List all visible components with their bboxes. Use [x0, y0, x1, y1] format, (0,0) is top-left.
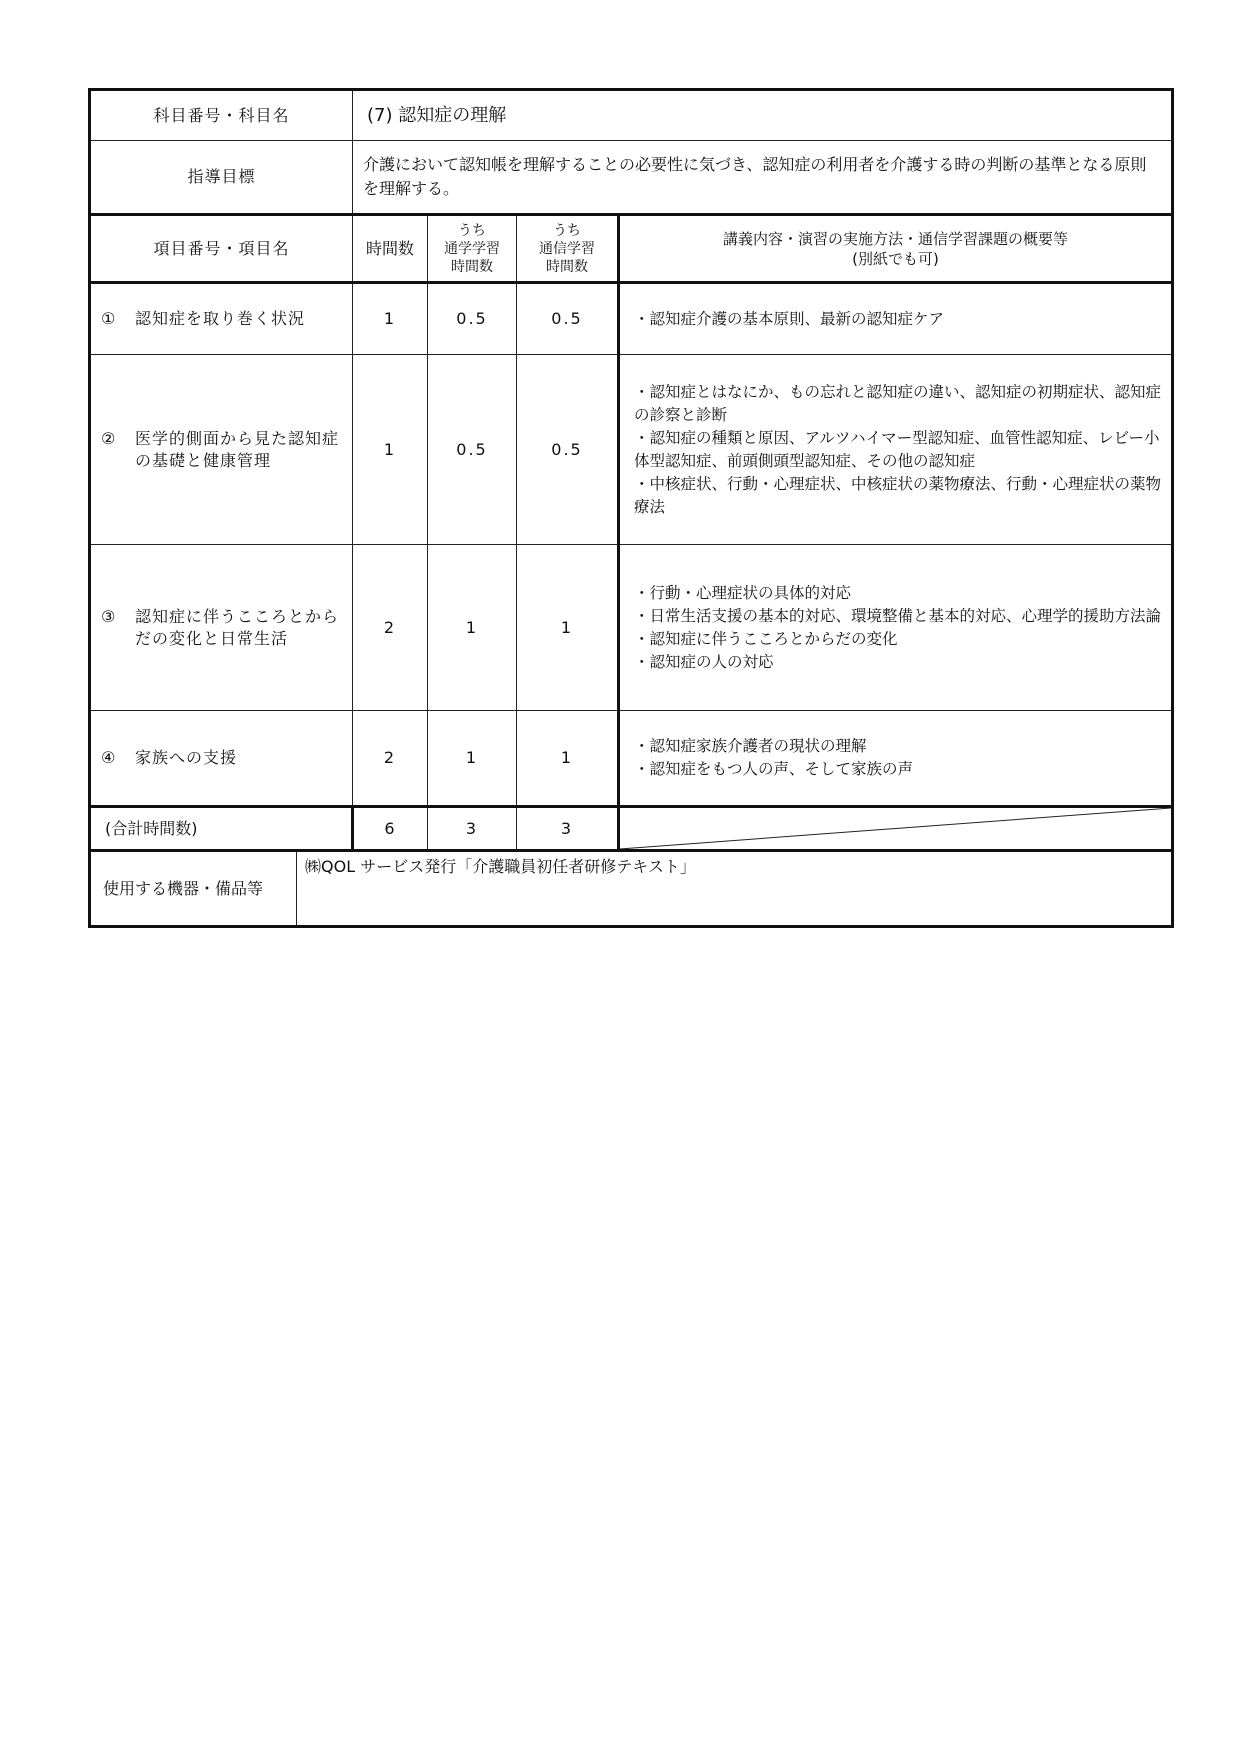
header-school-line3: 時間数	[451, 258, 494, 275]
header-hours	[353, 215, 428, 283]
table-row	[90, 283, 1173, 355]
school-hours-value: 0.5	[428, 355, 517, 545]
item-name: 認知症に伴うこころとからだの変化と日常生活	[135, 606, 340, 648]
header-corr-line3: 時間数	[546, 258, 589, 275]
content-line: ・認知症介護の基本原則、最新の認知症ケア	[634, 309, 945, 328]
item-name: 家族への支援	[135, 748, 238, 767]
content-cell	[619, 545, 1173, 711]
item-name: 認知症を取り巻く状況	[135, 309, 306, 328]
total-school-hours-value: 3	[428, 807, 517, 851]
content-cell	[619, 283, 1173, 355]
hours-value: 1	[353, 283, 428, 355]
item-cell	[90, 355, 353, 545]
goal-row	[90, 141, 1173, 215]
header-corr-line1: うち	[553, 222, 582, 239]
goal-label: 指導目標	[90, 141, 353, 215]
content-cell	[619, 355, 1173, 545]
header-content-line2: (別紙でも可)	[852, 249, 939, 268]
school-hours-value: 1	[428, 711, 517, 807]
hours-value: 2	[353, 711, 428, 807]
item-number: ④	[101, 748, 116, 767]
content-line: ・認知症とはなにか、もの忘れと認知症の違い、認知症の初期症状、認知症の診察と診断	[634, 382, 1162, 424]
corr-hours-value: 0.5	[517, 355, 619, 545]
content-line: ・認知症に伴うこころとからだの変化	[634, 629, 898, 648]
content-line: ・日常生活支援の基本的対応、環境整備と基本的対応、心理学的援助方法論	[634, 606, 1162, 625]
hours-value: 1	[353, 355, 428, 545]
content-line: ・認知症の人の対応	[634, 652, 774, 671]
equipment-row	[90, 851, 1173, 927]
header-school-line2: 通学学習	[444, 240, 501, 257]
total-blank-cell	[619, 807, 1173, 851]
item-number: ②	[101, 428, 116, 448]
header-corr-hours	[517, 215, 619, 283]
corr-hours-value: 1	[517, 711, 619, 807]
header-item: 項目番号・項目名	[90, 215, 353, 283]
header-hours-text: 時間数	[366, 238, 415, 258]
diagonal-line	[620, 808, 1171, 849]
total-hours-value: 6	[353, 807, 428, 851]
item-cell	[90, 545, 353, 711]
school-hours-value: 0.5	[428, 283, 517, 355]
subject-name: (7) 認知症の理解	[353, 90, 1173, 141]
equipment-label: 使用する機器・備品等	[90, 851, 297, 927]
subject-row	[90, 90, 1173, 141]
content-cell	[619, 711, 1173, 807]
syllabus-sheet	[88, 88, 1171, 928]
goal-text: 介護において認知帳を理解することの必要性に気づき、認知症の利用者を介護する時の判断の基準となる原則を理解する。	[353, 141, 1173, 215]
item-cell	[90, 711, 353, 807]
header-content	[619, 215, 1173, 283]
table-row	[90, 355, 1173, 545]
content-line: ・認知症の種類と原因、アルツハイマー型認知症、血管性認知症、レビー小体型認知症、前頭側頭型認知症、その他の認知症	[634, 428, 1160, 470]
header-school-hours	[428, 215, 517, 283]
content-line: ・認知症をもつ人の声、そして家族の声	[634, 760, 914, 778]
table-row	[90, 711, 1173, 807]
header-content-line1: 講義内容・演習の実施方法・通信学習課題の概要等	[723, 229, 1069, 248]
total-row	[90, 807, 1173, 851]
item-number: ③	[101, 606, 116, 626]
item-number: ①	[101, 309, 116, 328]
corr-hours-value: 0.5	[517, 283, 619, 355]
table-row	[90, 545, 1173, 711]
item-name: 医学的側面から見た認知症の基礎と健康管理	[135, 428, 340, 470]
header-corr-line2: 通信学習	[539, 240, 596, 257]
header-row	[90, 215, 1173, 283]
content-line: ・中核症状、行動・心理症状、中核症状の薬物療法、行動・心理症状の薬物療法	[634, 474, 1162, 516]
school-hours-value: 1	[428, 545, 517, 711]
subject-label: 科目番号・科目名	[90, 90, 353, 141]
corr-hours-value: 1	[517, 545, 619, 711]
total-corr-hours-value: 3	[517, 807, 619, 851]
item-cell	[90, 283, 353, 355]
header-school-line1: うち	[458, 222, 487, 239]
content-line: ・認知症家族介護者の現状の理解	[634, 737, 867, 755]
content-line: ・行動・心理症状の具体的対応	[634, 583, 852, 602]
hours-value: 2	[353, 545, 428, 711]
syllabus-table	[88, 88, 1174, 928]
total-label: (合計時間数)	[90, 807, 353, 851]
equipment-value: ㈱QOL サービス発行「介護職員初任者研修テキスト」	[297, 851, 1173, 927]
